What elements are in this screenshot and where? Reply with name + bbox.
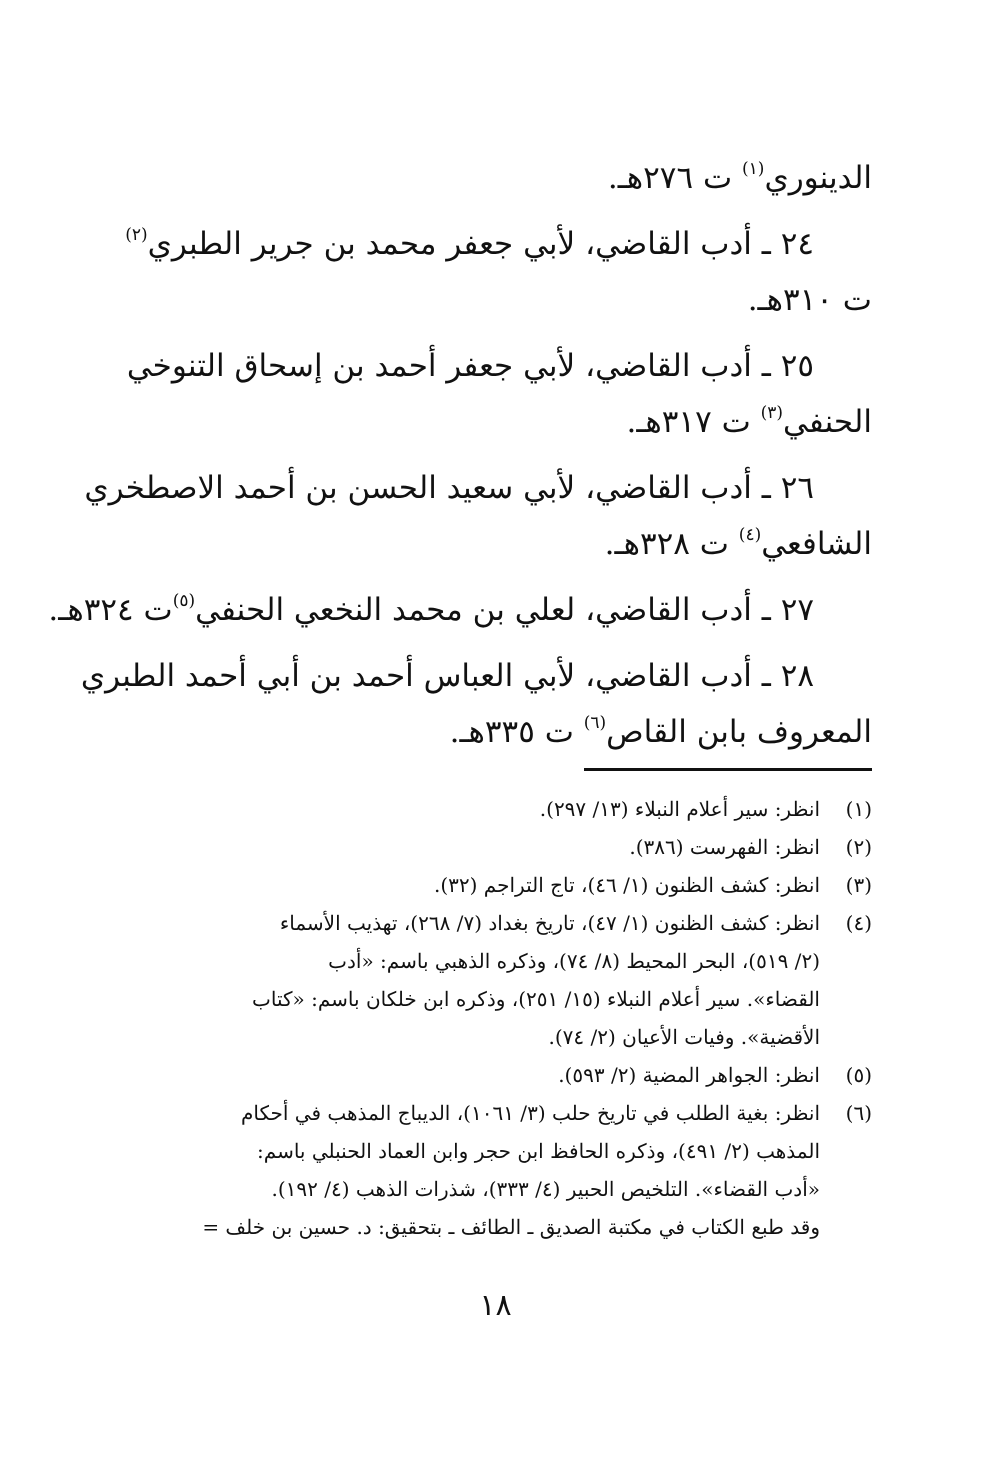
footnote-5: (٥) انظر: الجواهر المضية (٢/ ٥٩٣). [558,1063,872,1087]
footnotes [112,790,872,1246]
footnote-2: (٢) انظر: الفهرست (٣٨٦). [629,835,872,859]
footnote-ref-3: (٣) [760,403,784,423]
entry-28: ٢٨ ـ أدب القاضي، لأبي العباس أحمد بن أبي أحمد الطبري المعروف بابن القاص$^{(٦)}$ ت ٣٣٥هـ. [80,658,872,750]
entry-23-continuation: الدينوري$^{(١)}$ ت ٢٧٦هـ. [607,159,872,196]
footnote-4: (٤) انظر: كشف الظنون (١/ ٤٧)، تاريخ بغداد (٧/ ٢٦٨)، تهذيب الأسماء (٢/ ٥١٩)، البحر المحيط (٨/ ٧٤)، وذكره الذهبي باسم: «أدب القضاء». سير أعلام النبلاء (١٥/ ٢٥١)، وذكره ابن خلكان باسم: «كتاب الأقضية». وفيات الأعيان (٢/ ٧٤). [252,911,872,1049]
main-text [48,150,872,770]
footnote-ref-6: (٦) [583,713,607,733]
page-number: ١٨ [479,1288,512,1323]
footnote-continuation: وقد طبع الكتاب في مكتبة الصديق ـ الطائف ـ بتحقيق: د. حسين بن خلف = [202,1215,820,1239]
entry-27: ٢٧ ـ أدب القاضي، لعلي بن محمد النخعي الحنفي$^{(٥)}$ت ٣٢٤هـ. [48,591,814,628]
footnote-1: (١) انظر: سير أعلام النبلاء (١٣/ ٢٩٧). [539,797,872,821]
footnote-ref-4: (٤) [738,525,762,545]
footnote-3: (٣) انظر: كشف الظنون (١/ ٤٦)، تاج التراجم (٣٢). [433,873,872,897]
footnote-ref-2: (٢) [125,225,148,245]
footnote-separator [584,768,872,771]
entry-26: ٢٦ ـ أدب القاضي، لأبي سعيد الحسن بن أحمد الاصطخري الشافعي$^{(٤)}$ ت ٣٢٨هـ. [84,470,872,562]
footnote-ref-1: (١) [742,159,765,179]
entry-24: ٢٤ ـ أدب القاضي، لأبي جعفر محمد بن جرير الطبري$^{(٢)}$ ت ٣١٠هـ. [125,225,872,318]
footnote-ref-5: (٥) [172,591,196,611]
entry-25: ٢٥ ـ أدب القاضي، لأبي جعفر أحمد بن إسحاق التنوخي الحنفي$^{(٣)}$ ت ٣١٧هـ. [126,348,872,440]
footnote-6: (٦) انظر: بغية الطلب في تاريخ حلب (٣/ ١٠٦١)، الديباج المذهب في أحكام المذهب (٢/ ٤٩١)، وذكره الحافظ ابن حجر وابن العماد الحنبلي باسم: «أدب القضاء». التلخيص الحبير (٤/ ٣٣٣)، شذرات الذهب (٤/ ١٩٢). [240,1101,872,1201]
